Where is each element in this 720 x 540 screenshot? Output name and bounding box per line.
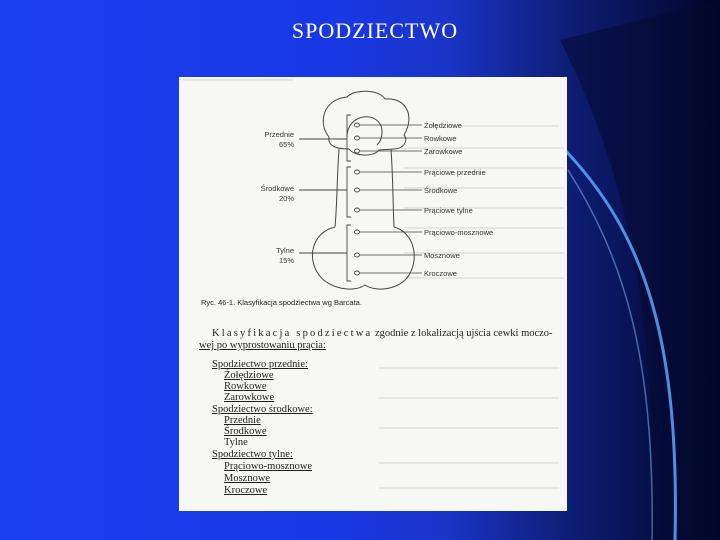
group-title-anterior: Spodziectwo przednie: bbox=[212, 359, 308, 370]
left-label-posterior: Tylne bbox=[276, 246, 294, 255]
left-label-middle-pct: 20% bbox=[278, 194, 294, 203]
meatus-markers bbox=[355, 123, 360, 275]
hypospadias-diagram bbox=[179, 77, 567, 317]
group-item: Mosznowe bbox=[224, 473, 271, 484]
heading-rest: zgodnie z lokalizacją ujścia cewki moczo- bbox=[372, 328, 553, 339]
right-label-proximal-penile: Prąciowe tylne bbox=[424, 206, 473, 215]
scan-bleed-line bbox=[379, 427, 559, 429]
scan-bleed-line bbox=[379, 462, 559, 464]
right-label-glanular: Żołędziowe bbox=[424, 121, 462, 130]
left-label-anterior: Przednie bbox=[264, 130, 294, 139]
shaft-right bbox=[391, 149, 394, 227]
group-item: Prąciowo-mosznowe bbox=[224, 461, 313, 472]
group-item: Żołędziowe bbox=[224, 370, 274, 381]
left-label-anterior-pct: 65% bbox=[278, 140, 294, 149]
right-label-subcoronal: Zarowkowe bbox=[424, 147, 463, 156]
group-item: Rowkowe bbox=[224, 381, 267, 392]
right-label-scrotal: Mosznowe bbox=[424, 251, 460, 260]
group-item: Kroczowe bbox=[224, 485, 268, 496]
group-title-posterior: Spodziectwo tylne: bbox=[212, 449, 293, 460]
glans-inner bbox=[347, 117, 382, 145]
group-item: Przednie bbox=[224, 415, 261, 426]
right-label-penoscrotal: Prąciowo-mosznowe bbox=[424, 228, 494, 237]
shaft-left bbox=[335, 149, 339, 227]
left-label-middle: Środkowe bbox=[260, 184, 294, 193]
left-label-posterior-pct: 15% bbox=[278, 256, 294, 265]
right-label-distal-penile: Prąciowe przednie bbox=[424, 168, 486, 177]
heading-spaced: Klasyfikacja spodziectwa bbox=[212, 328, 373, 339]
scrotum-outline bbox=[312, 227, 414, 289]
figure-caption: Ryc. 46-1. Klasyfikacja spodziectwa wg Barcata. bbox=[201, 298, 362, 307]
group-title-middle: Spodziectwo środkowe: bbox=[212, 404, 313, 415]
group-item: Tylne bbox=[224, 437, 248, 448]
glans-outline bbox=[323, 91, 409, 155]
scan-bleed-line bbox=[379, 487, 559, 489]
group-item: Środkowe bbox=[224, 426, 267, 437]
group-item: Zarowkowe bbox=[224, 392, 275, 403]
right-leaders bbox=[360, 125, 422, 273]
scan-bleed-line bbox=[379, 367, 559, 369]
right-label-perineal: Kroczowe bbox=[424, 269, 457, 278]
classification-heading-line2: wej po wyprostowaniu prącia: bbox=[199, 340, 326, 351]
scanned-page bbox=[179, 77, 567, 511]
scan-bleed-line bbox=[379, 397, 559, 399]
classification-heading bbox=[212, 328, 553, 339]
left-brackets bbox=[299, 115, 351, 281]
right-label-coronal: Rowkowe bbox=[424, 134, 457, 143]
slide-title: SPODZIECTWO bbox=[291, 18, 459, 43]
right-label-midshaft: Środkowe bbox=[424, 186, 458, 195]
